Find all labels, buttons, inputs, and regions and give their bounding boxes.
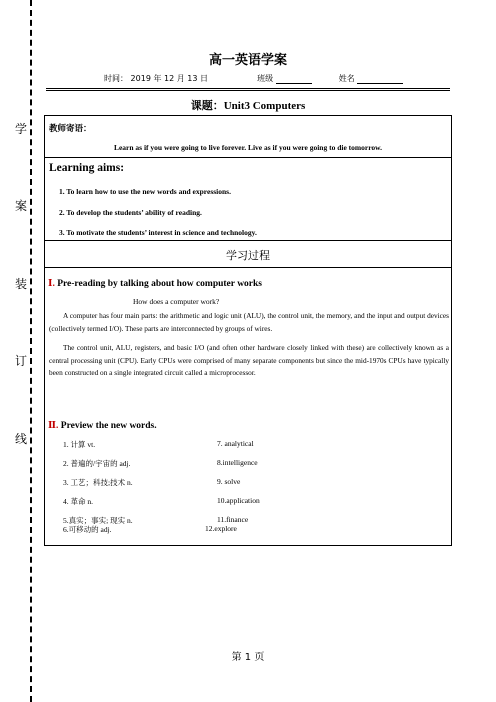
binding-char-5: 线 — [14, 432, 27, 446]
binding-char-4: 订 — [14, 354, 27, 368]
word-left-4: 4. 革命 n. — [63, 497, 93, 506]
header-rule-bottom — [46, 90, 450, 91]
header-rule-top — [46, 88, 450, 89]
section1-question: How does a computer work? — [133, 297, 220, 306]
word-left-6: 6.可移动的 adj. — [63, 525, 112, 534]
teacher-message-box — [44, 115, 452, 158]
class-blank[interactable] — [276, 75, 312, 84]
section1-title: Pre-reading by talking about how computer works — [54, 279, 262, 289]
word-left-3: 3. 工艺；科技;技术 n. — [63, 478, 133, 487]
section2-number: Ⅱ. — [48, 421, 59, 431]
word-left-1: 1. 计算 vt. — [63, 440, 96, 449]
page-footer: 第 1 页 — [231, 652, 265, 663]
binding-char-1: 学 — [14, 122, 27, 136]
aim-item-2: 2. To develop the students’ ability of reading. — [59, 208, 202, 217]
word-left-2: 2. 普遍的/宇宙的 adj. — [63, 459, 131, 468]
learning-aims-heading: Learning aims: — [49, 162, 125, 174]
aim-item-1: 1. To learn how to use the new words and expressions. — [59, 187, 231, 196]
section1-number: Ⅰ. — [48, 279, 55, 289]
word-left-5: 5.真实；事实; 现实 n. — [63, 516, 133, 525]
word-right-8: 8.intelligence — [217, 458, 258, 467]
section2-heading — [48, 420, 157, 431]
word-right-12: 12.explore — [205, 524, 237, 533]
section1-heading — [48, 278, 262, 289]
teacher-message-text: Learn as if you were going to live forever. Live as if you were going to die tomorrow. — [113, 143, 383, 152]
section1-paragraph-1: A computer has four main parts: the arithmetic and logic unit (ALU), the control unit, the memory, and the input and output devices (collectively termed I/O). These parts are interconnected by groups of wires. — [49, 311, 449, 333]
teacher-message-label: 教师寄语： — [49, 124, 92, 134]
word-right-11: 11.finance — [217, 515, 249, 524]
section2-title: Preview the new words. — [58, 421, 157, 431]
process-heading: 学习过程 — [226, 249, 270, 262]
name-label: 姓名 — [338, 74, 355, 83]
word-right-9: 9. solve — [217, 477, 241, 486]
class-label: 班级 — [257, 74, 274, 83]
time-value: 2019 年 12 月 13 日 — [130, 74, 208, 83]
meta-line — [104, 73, 403, 84]
binding-char-2: 案 — [14, 199, 27, 213]
aim-item-3: 3. To motivate the students’ interest in science and technology. — [59, 228, 257, 237]
name-blank[interactable] — [357, 75, 403, 84]
section1-paragraph-2: The control unit, ALU, registers, and basic I/O (and often other hardware closely linked with these) are collectively known as a central processing unit (CPU). Early CPUs were comprised of many separate components but since the mid-1970s CPUs have typically been constructed on a single integrated circuit called a microprocessor. — [49, 343, 449, 377]
process-content-box — [44, 268, 452, 546]
process-heading-box — [44, 241, 452, 268]
learning-aims-box — [44, 158, 452, 241]
word-right-7: 7. analytical — [217, 439, 254, 448]
lesson-title: 课题：Unit3 Computers — [190, 100, 306, 112]
word-right-10: 10.application — [217, 496, 260, 505]
document-title: 高一英语学案 — [208, 53, 287, 68]
time-label: 时间： — [104, 74, 128, 83]
binding-char-3: 装 — [14, 277, 27, 291]
